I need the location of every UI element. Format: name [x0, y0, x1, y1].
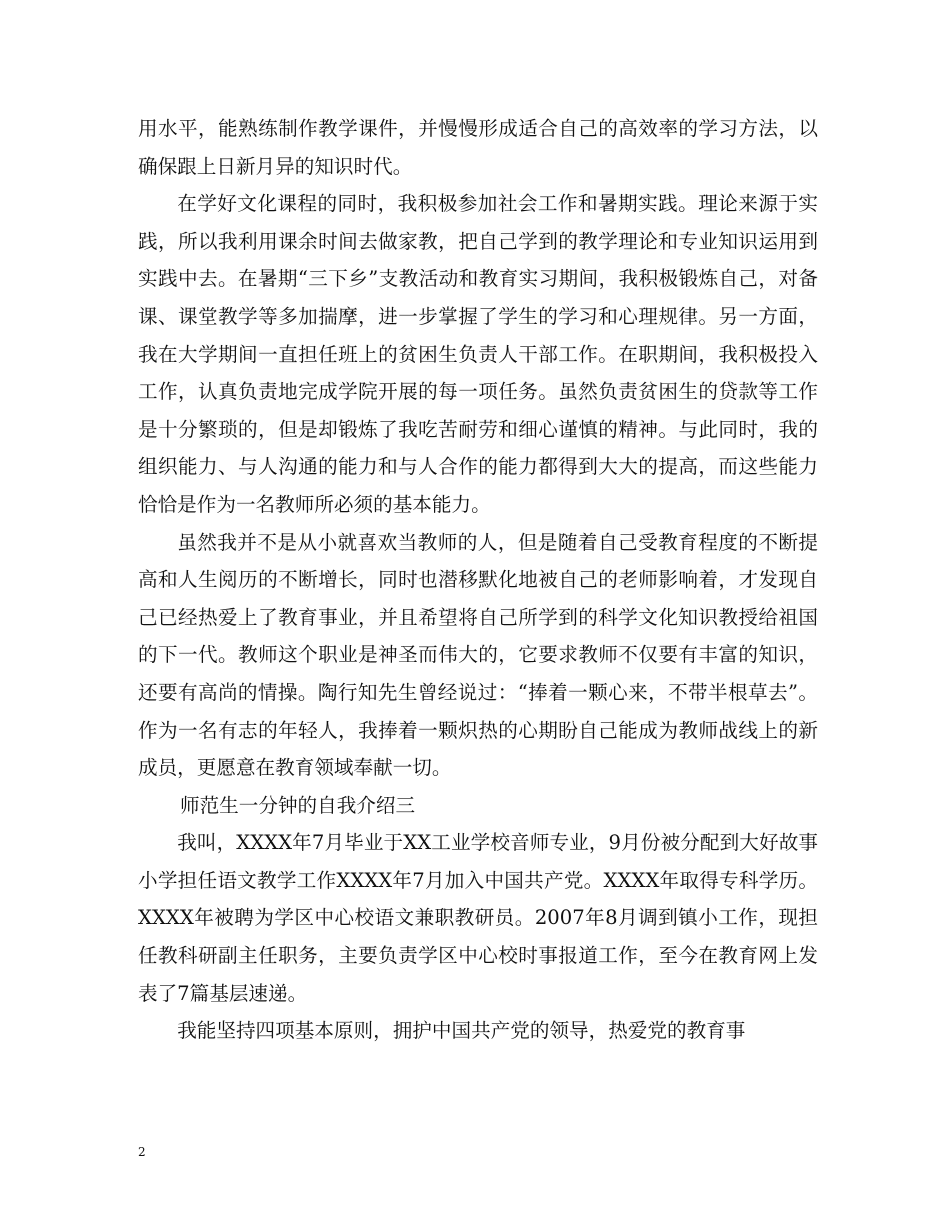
section-heading: 师范生一分钟的自我介绍三 [180, 793, 416, 817]
paragraph-teaching-aspiration: 虽然我并不是从小就喜欢当教师的人，但是随着自己受教育程度的不断提高和人生阅历的不断增长，同时也潜移默化地被自己的老师影响着，才发现自己已经热爱上了教育事业，并且希望将自己所学到的科学文化知识教授给祖国的下一代。教师这个职业是神圣而伟大的，它要求教师不仅要有丰富的知识，还要有高尚的情操。陶行知先生曾经说过：“捧着一颗心来，不带半根草去”。作为一名有志的年轻人，我捧着一颗炽热的心期盼自己能成为教师战线上的新成员，更愿意在教育领域奉献一切。 [138, 530, 818, 780]
document-body [138, 110, 818, 1050]
paragraph-self-introduction: 我叫，XXXX年7月毕业于XX工业学校音师专业，9月份被分配到大好故事小学担任语文教学工作XXXX年7月加入中国共产党。XXXX年取得专科学历。XXXX年被聘为学区中心校语文兼职教研员。2007年8月调到镇小工作，现担任教科研副主任职务，主要负责学区中心校时事报道工作，至今在教育网上发表了7篇基层速递。 [138, 831, 818, 1005]
page-number: 2 [138, 1145, 146, 1159]
paragraph-social-practice: 在学好文化课程的同时，我积极参加社会工作和暑期实践。理论来源于实践，所以我利用课余时间去做家教，把自己学到的教学理论和专业知识运用到实践中去。在暑期“三下乡”支教活动和教育实习期间，我积极锻炼自己，对备课、课堂教学等多加揣摩，进一步掌握了学生的学习和心理规律。另一方面，我在大学期间一直担任班上的贫困生负责人干部工作。在职期间，我积极投入工作，认真负责地完成学院开展的每一项任务。虽然负责贫困生的贷款等工作是十分繁琐的，但是却锻炼了我吃苦耐劳和细心谨慎的精神。与此同时，我的组织能力、与人沟通的能力和与人合作的能力都得到大大的提高，而这些能力恰恰是作为一名教师所必须的基本能力。 [138, 192, 818, 516]
paragraph-continuation: 用水平，能熟练制作教学课件，并慢慢形成适合自己的高效率的学习方法，以确保跟上日新月异的知识时代。 [138, 117, 818, 178]
paragraph-principles: 我能坚持四项基本原则，拥护中国共产党的领导，热爱党的教育事 [177, 1019, 746, 1043]
